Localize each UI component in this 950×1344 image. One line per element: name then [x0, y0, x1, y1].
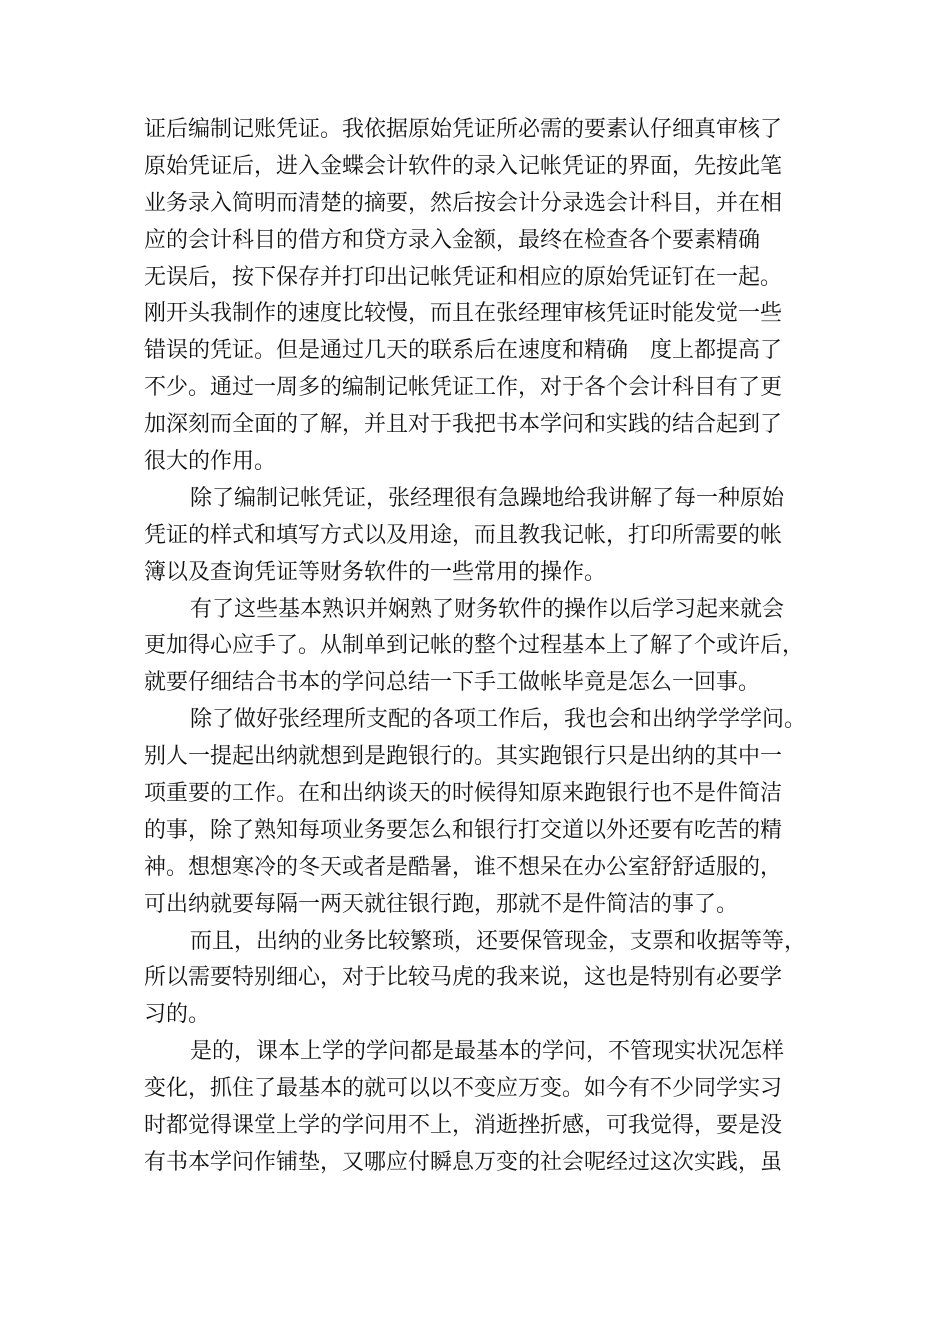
text-line: 而且，出纳的业务比较繁琐，还要保管现金，支票和收据等等，: [190, 928, 807, 954]
text-line: 所以需要特别细心，对于比较马虎的我来说，这也是特别有必要学: [144, 965, 783, 991]
text-line: 很大的作用。: [144, 449, 277, 475]
text-line: 证后编制记账凭证。我依据原始凭证所必需的要素认仔细真审核了: [144, 117, 783, 142]
text-line: 神。想想寒冷的冬天或者是酷暑，谁不想呆在办公室舒舒适服的，: [144, 854, 783, 880]
text-line: 原始凭证后，进入金蝶会计软件的录入记帐凭证的界面，先按此笔: [144, 153, 783, 179]
text-line: 习的。: [144, 1002, 211, 1028]
text-line: 的事，除了熟知每项业务要怎么和银行打交道以外还要有吃苦的精: [144, 817, 783, 843]
text-line: 加深刻而全面的了解，并且对于我把书本学问和实践的结合起到了: [144, 412, 783, 438]
text-line: 有书本学问作铺垫，又哪应付瞬息万变的社会呢经过这次实践，虽: [144, 1149, 783, 1175]
text-line: 刚开头我制作的速度比较慢，而且在张经理审核凭证时能发觉一些: [144, 301, 783, 327]
text-line: 别人一提起出纳就想到是跑银行的。其实跑银行只是出纳的其中一: [144, 744, 783, 770]
text-line: 就要仔细结合书本的学问总结一下手工做帐毕竟是怎么一回事。: [144, 670, 761, 696]
text-line: 更加得心应手了。从制单到记帐的整个过程基本上了解了个或许后，: [144, 633, 805, 659]
text-line: 不少。通过一周多的编制记帐凭证工作，对于各个会计科目有了更: [144, 375, 783, 401]
text-line: 除了做好张经理所支配的各项工作后，我也会和出纳学学学问。: [190, 707, 807, 733]
text-line: 可出纳就要每隔一两天就往银行跑，那就不是件简洁的事了。: [144, 891, 739, 917]
text-line: 除了编制记帐凭证，张经理很有急躁地给我讲解了每一种原始: [190, 485, 785, 511]
text-line: 变化，抓住了最基本的就可以以不变应万变。如今有不少同学实习: [144, 1076, 783, 1102]
text-line: 应的会计科目的借方和贷方录入金额，最终在检查各个要素精确: [144, 227, 761, 253]
text-line: 凭证的样式和填写方式以及用途，而且教我记帐，打印所需要的帐: [144, 522, 783, 548]
text-line: 是的，课本上学的学问都是最基本的学问，不管现实状况怎样: [190, 1039, 785, 1065]
text-line: 簿以及查询凭证等财务软件的一些常用的操作。: [144, 559, 607, 585]
text-line: 业务录入简明而清楚的摘要，然后按会计分录选会计科目，并在相: [144, 190, 783, 216]
document-body: [144, 112, 824, 1182]
text-line: 错误的凭证。但是通过几天的联系后在速度和精确 度上都提高了: [144, 338, 783, 364]
text-line: 时都觉得课堂上学的学问用不上，消逝挫折感，可我觉得，要是没: [144, 1113, 783, 1139]
text-line: 无误后，按下保存并打印出记帐凭证和相应的原始凭证钉在一起。: [144, 264, 783, 290]
text-line: 有了这些基本熟识并娴熟了财务软件的操作以后学习起来就会: [190, 596, 785, 622]
text-line: 项重要的工作。在和出纳谈天的时候得知原来跑银行也不是件简洁: [144, 781, 783, 807]
